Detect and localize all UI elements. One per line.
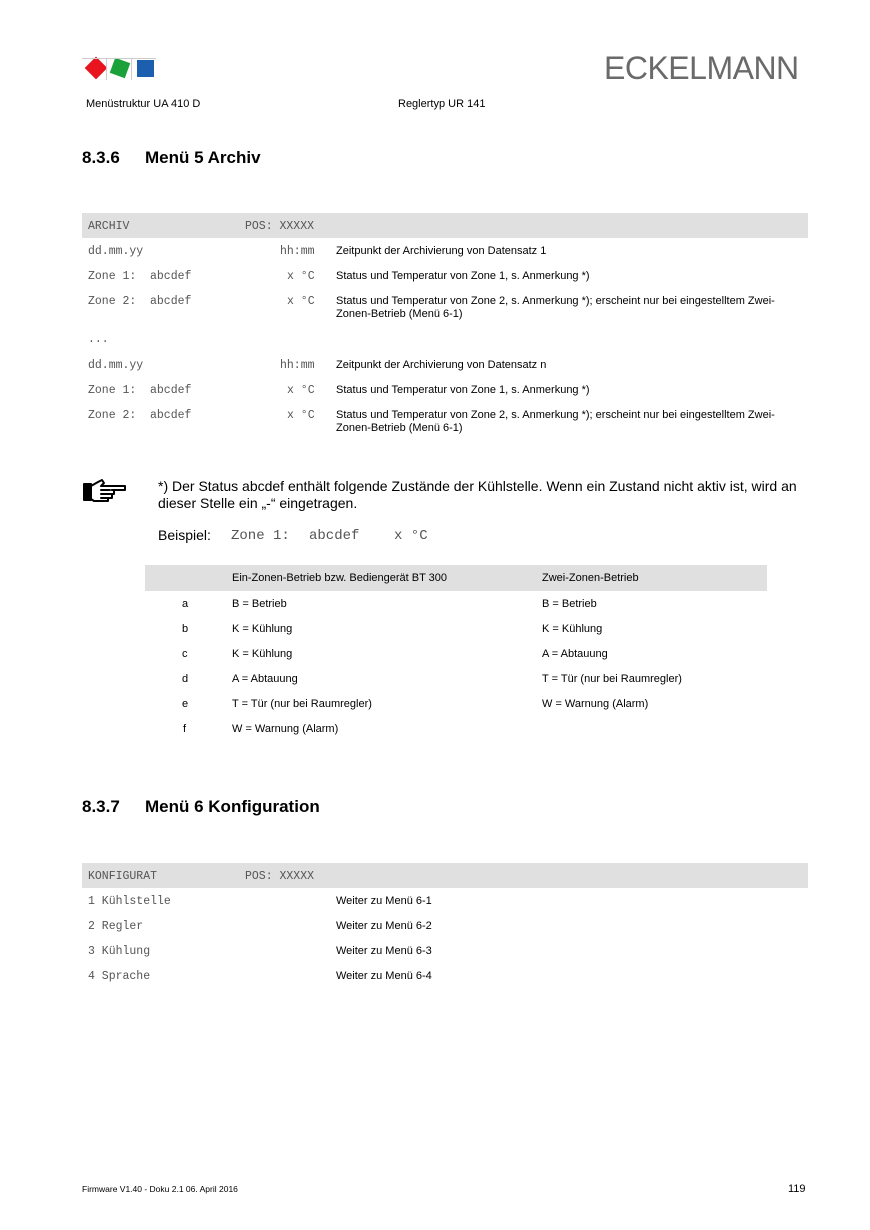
row-desc: Zeitpunkt der Archivierung von Datensatz n <box>336 359 547 371</box>
screen-header-bar <box>82 863 808 888</box>
row-right: x °C <box>287 409 315 422</box>
row-desc: Status und Temperatur von Zone 1, s. Anmerkung *) <box>336 384 590 396</box>
row-desc: Weiter zu Menü 6-2 <box>336 920 432 932</box>
table-cell: T = Tür (nur bei Raumregler) <box>232 698 372 710</box>
example-zone: Zone 1: <box>231 528 290 544</box>
screen-header-label: ARCHIV <box>88 220 130 233</box>
screen-header-bar <box>82 213 808 238</box>
pointing-hand-icon <box>82 477 128 505</box>
row-desc: Weiter zu Menü 6-1 <box>336 895 432 907</box>
row-desc: Zeitpunkt der Archivierung von Datensatz 1 <box>336 245 547 257</box>
row-desc: Weiter zu Menü 6-4 <box>336 970 432 982</box>
row-ellipsis: ... <box>88 333 109 346</box>
row-mid: abcdef <box>150 295 192 308</box>
table-header-cell: Ein-Zonen-Betrieb bzw. Bediengerät BT 300 <box>232 572 448 584</box>
example-label: Beispiel: <box>158 527 211 543</box>
page-number: 119 <box>788 1183 806 1195</box>
header-center-label: Reglertyp UR 141 <box>398 98 486 110</box>
note-text: *) Der Status abcdef enthält folgende Zustände der Kühlstelle. Wenn ein Zustand nicht aktiv ist, wird an dieser Stelle ein „-“ eingetragen. <box>158 478 797 511</box>
row-desc-cont: Zonen-Betrieb (Menü 6-1) <box>336 308 463 320</box>
table-cell: A = Abtauung <box>232 673 298 685</box>
table-cell: K = Kühlung <box>232 623 293 635</box>
example-status: abcdef <box>309 528 360 544</box>
screen-header-pos: POS: XXXXX <box>245 870 315 883</box>
row-left: Zone 1: <box>88 270 137 283</box>
table-cell: W = Warnung (Alarm) <box>232 723 339 735</box>
row-left: Zone 2: <box>88 409 137 422</box>
row-left: Zone 2: <box>88 295 137 308</box>
section-number: 8.3.6 <box>82 148 120 167</box>
logo <box>82 57 156 83</box>
row-right: x °C <box>287 295 315 308</box>
screen-header-pos: POS: XXXXX <box>245 220 315 233</box>
table-cell-key: a <box>182 598 189 610</box>
table-cell-key: e <box>182 698 189 710</box>
table-cell: K = Kühlung <box>232 648 293 660</box>
brand-name: ECKELMANN <box>604 50 799 86</box>
example-temp: x °C <box>394 528 428 544</box>
row-left: 1 Kühlstelle <box>88 895 171 908</box>
table-cell-key: f <box>183 723 187 735</box>
row-desc-cont: Zonen-Betrieb (Menü 6-1) <box>336 422 463 434</box>
table-cell-key: c <box>182 648 188 660</box>
row-right: x °C <box>287 270 315 283</box>
table-cell-key: d <box>182 673 189 685</box>
row-left: dd.mm.yy <box>88 245 144 258</box>
logo-blue-square <box>137 60 154 77</box>
row-mid: abcdef <box>150 384 192 397</box>
table-cell: B = Betrieb <box>542 598 597 610</box>
row-left: dd.mm.yy <box>88 359 144 372</box>
table-cell: W = Warnung (Alarm) <box>542 698 649 710</box>
table-cell: A = Abtauung <box>542 648 608 660</box>
row-mid: abcdef <box>150 409 192 422</box>
row-right: x °C <box>287 384 315 397</box>
header-left-label: Menüstruktur UA 410 D <box>86 98 201 110</box>
row-right: hh:mm <box>280 245 315 258</box>
row-desc: Status und Temperatur von Zone 2, s. Anmerkung *); erscheint nur bei eingestelltem Zwei- <box>336 295 775 307</box>
table-cell-key: b <box>182 623 189 635</box>
row-left: 3 Kühlung <box>88 945 151 958</box>
row-desc: Weiter zu Menü 6-3 <box>336 945 432 957</box>
table-header-cell: Zwei-Zonen-Betrieb <box>542 572 639 584</box>
row-desc: Status und Temperatur von Zone 2, s. Anmerkung *); erscheint nur bei eingestelltem Zwei- <box>336 409 775 421</box>
row-desc: Status und Temperatur von Zone 1, s. Anmerkung *) <box>336 270 590 282</box>
row-right: hh:mm <box>280 359 315 372</box>
row-left: 4 Sprache <box>88 970 151 983</box>
footer-version: Firmware V1.40 - Doku 2.1 06. April 2016 <box>82 1184 238 1194</box>
row-left: Zone 1: <box>88 384 137 397</box>
section-number: 8.3.7 <box>82 797 120 816</box>
row-mid: abcdef <box>150 270 192 283</box>
table-cell: B = Betrieb <box>232 598 287 610</box>
section-title: Menü 6 Konfiguration <box>145 797 320 816</box>
table-cell: T = Tür (nur bei Raumregler) <box>542 673 682 685</box>
screen-header-label: KONFIGURAT <box>88 870 158 883</box>
table-cell: K = Kühlung <box>542 623 603 635</box>
section-title: Menü 5 Archiv <box>145 148 261 167</box>
row-left: 2 Regler <box>88 920 144 933</box>
